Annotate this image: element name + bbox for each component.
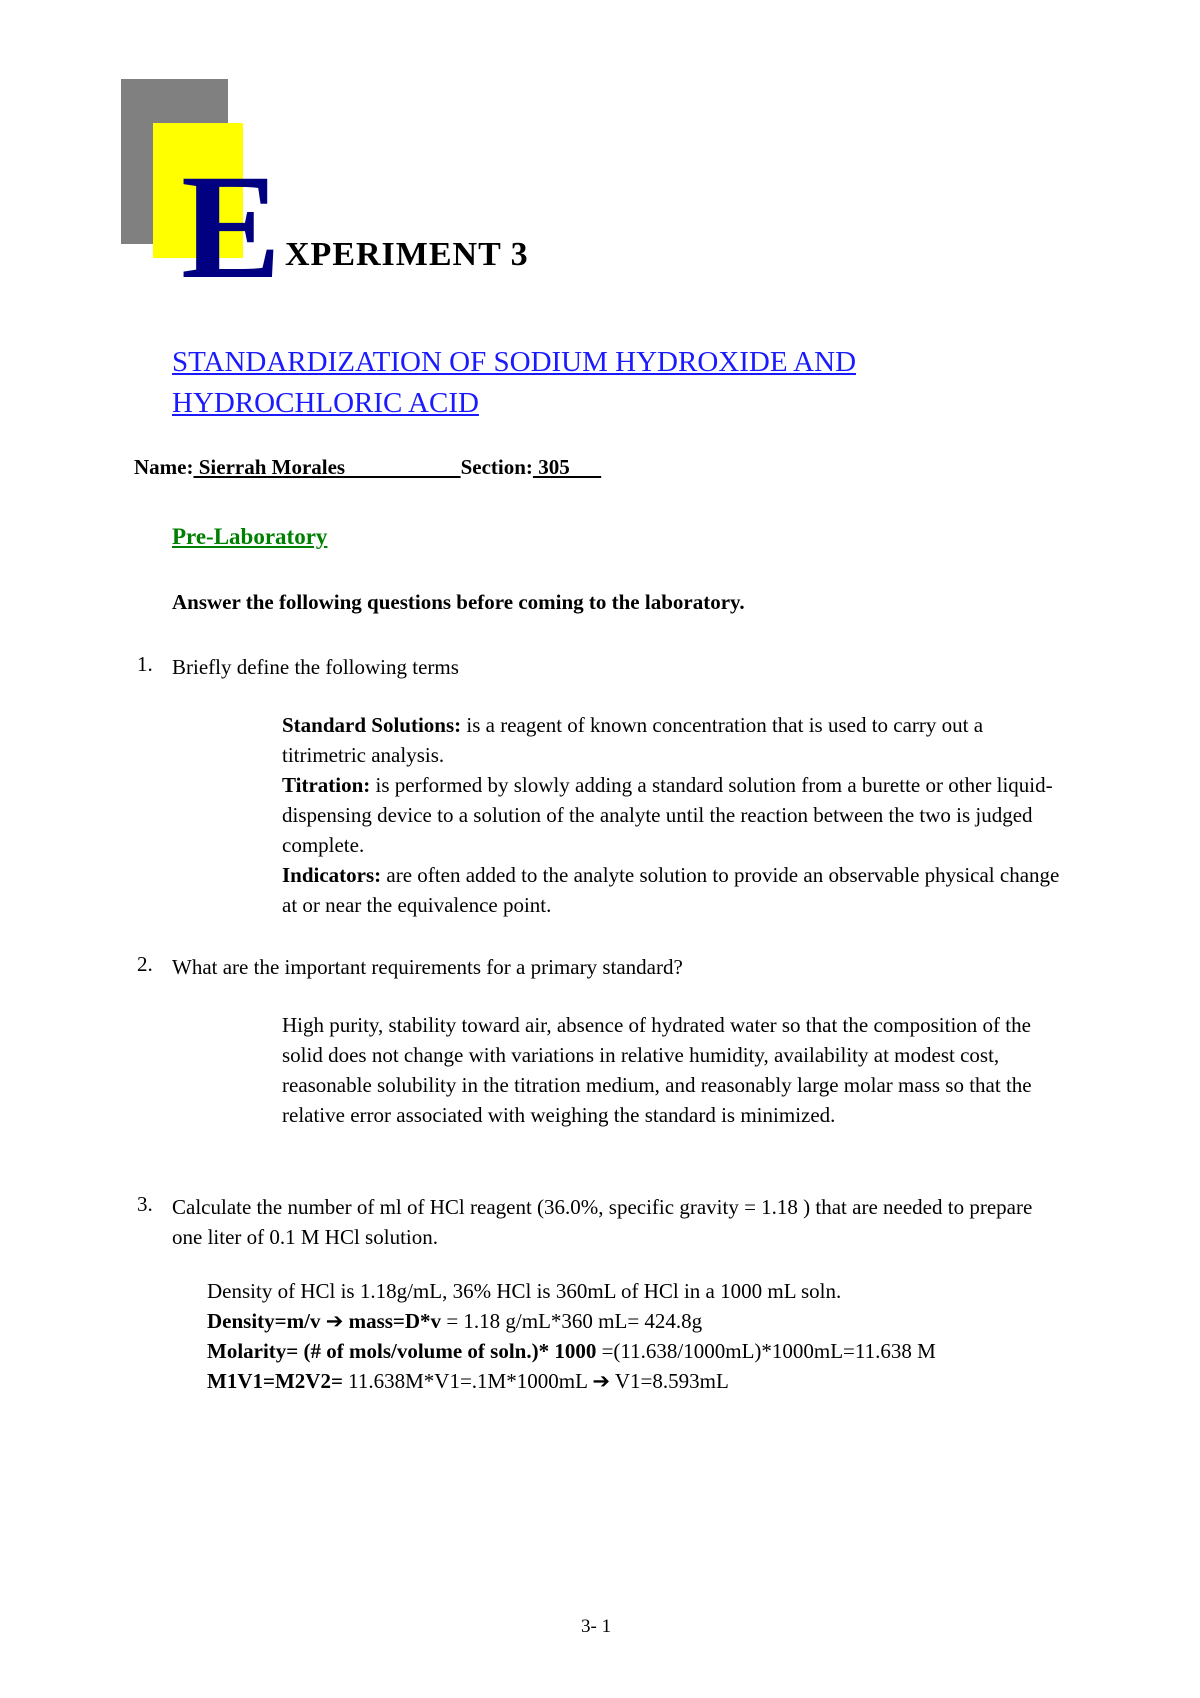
question-1-number: 1. [137,652,153,676]
prelab-instruction: Answer the following questions before coming to the laboratory. [172,590,745,614]
arrow-icon: ➔ [325,1309,344,1333]
calc-formula: mass=D*v [343,1309,442,1333]
name-value: Sierrah Morales [193,455,461,479]
term-text: is performed by slowly adding a standard solution from a burette or other liquid-dispensing device to a solution of the analyte until the reaction between the two is judged complete. [282,773,1053,857]
arrow-icon: ➔ [592,1369,610,1393]
name-label: Name: [134,455,194,479]
question-3-number: 3. [137,1192,153,1216]
student-info-row [134,455,601,480]
term-text: are often added to the analyte solution to provide an observable physical change at or near the equivalence point. [282,863,1060,917]
term-definition [282,860,1062,920]
calc-line-2 [207,1306,1107,1336]
calc-line-4 [207,1366,1107,1396]
calc-line-3 [207,1336,1107,1366]
calc-formula: M1V1=M2V2= [207,1369,343,1393]
question-2-text: What are the important requirements for a primary standard? [172,955,683,979]
question-1-text: Briefly define the following terms [172,655,459,679]
calc-formula: Molarity= (# of mols/volume of soln.)* 1000 [207,1339,597,1363]
logo-letter: E [181,144,282,310]
page-number: 3- 1 [581,1616,612,1637]
term-definition [282,770,1062,860]
calc-line-1: Density of HCl is 1.18g/mL, 36% HCl is 360mL of HCl in a 1000 mL soln. [207,1279,842,1303]
section-value: 305 [532,455,602,479]
experiment-title: XPERIMENT 3 [285,236,529,273]
calc-result: = 1.18 g/mL*360 mL= 424.8g [441,1309,703,1333]
term-label: Indicators: [282,863,382,887]
term-label: Titration: [282,773,371,797]
question-3-text: Calculate the number of ml of HCl reagent (36.0%, specific gravity = 1.18 ) that are needed to prepare one liter of 0.1 M HCl solution. [172,1195,1033,1249]
term-label: Standard Solutions: [282,713,462,737]
calc-result: =(11.638/1000mL)*1000mL=11.638 M [596,1339,936,1363]
term-definition [282,710,1062,770]
calc-result: 11.638M*V1=.1M*1000mL [342,1369,593,1393]
main-title: STANDARDIZATION OF SODIUM HYDROXIDE AND HYDROCHLORIC ACID [172,346,857,419]
calc-formula: Density=m/v [207,1309,326,1333]
question-1-answer [282,710,1062,920]
question-2-answer: High purity, stability toward air, absence of hydrated water so that the composition of the solid does not change with variations in relative humidity, availability at modest cost, reasonable solubility in the titration medium, and reasonably large molar mass so that the relative error associated with weighing the standard is minimized. [282,1013,1032,1127]
question-3-calculation [207,1276,1107,1396]
calc-result: V1=8.593mL [609,1369,729,1393]
term-text: is a reagent of known concentration that is used to carry out a titrimetric analysis. [282,713,984,767]
section-label: Section: [460,455,533,479]
question-2-number: 2. [137,952,153,976]
prelab-heading: Pre-Laboratory [172,524,328,549]
